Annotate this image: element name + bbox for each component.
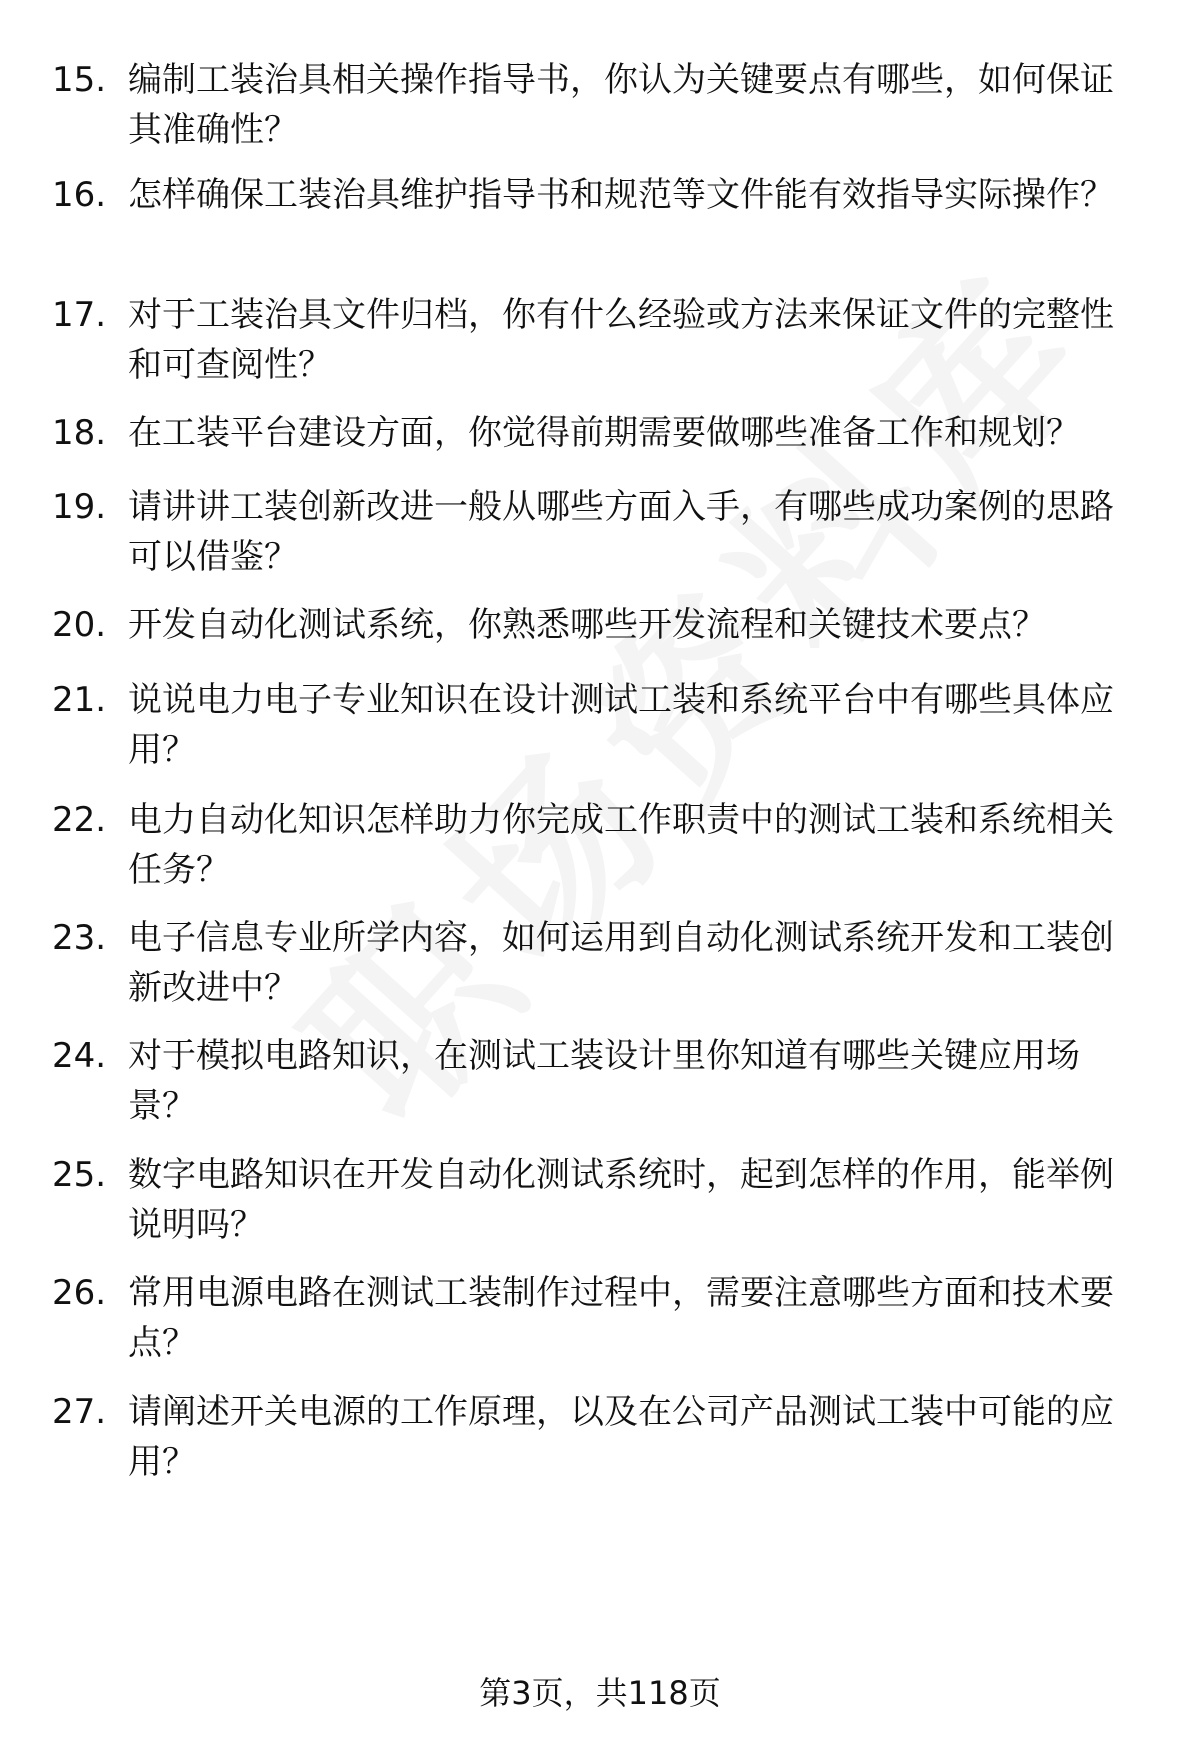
question-text: 怎样确保工装治具维护指导书和规范等文件能有效指导实际操作？: [128, 175, 1114, 215]
page-footer: 第3页，共118页: [479, 1674, 721, 1712]
question-number: 25.: [52, 1155, 107, 1195]
question-text: 编制工装治具相关操作指导书，你认为关键要点有哪些，如何保证其准确性？: [128, 60, 1114, 150]
question-number: 16.: [52, 175, 107, 215]
question-text: 电子信息专业所学内容，如何运用到自动化测试系统开发和工装创新改进中？: [128, 918, 1114, 1008]
question-text: 数字电路知识在开发自动化测试系统时，起到怎样的作用，能举例说明吗？: [128, 1155, 1114, 1245]
question-text: 开发自动化测试系统，你熟悉哪些开发流程和关键技术要点？: [128, 605, 1046, 645]
question-number: 15.: [52, 60, 107, 100]
question-number: 24.: [52, 1036, 107, 1076]
question-text: 电力自动化知识怎样助力你完成工作职责中的测试工装和系统相关任务？: [128, 800, 1114, 890]
question-text: 对于模拟电路知识，在测试工装设计里你知道有哪些关键应用场景？: [128, 1036, 1080, 1126]
question-number: 20.: [52, 605, 107, 645]
question-number: 21.: [52, 680, 107, 720]
question-number: 18.: [52, 413, 107, 453]
question-text: 请讲讲工装创新改进一般从哪些方面入手，有哪些成功案例的思路可以借鉴？: [128, 487, 1114, 577]
question-number: 26.: [52, 1273, 107, 1313]
question-text: 常用电源电路在测试工装制作过程中，需要注意哪些方面和技术要点？: [128, 1273, 1114, 1363]
question-number: 27.: [52, 1392, 107, 1432]
question-number: 19.: [52, 487, 107, 527]
question-number: 22.: [52, 800, 107, 840]
question-text: 对于工装治具文件归档，你有什么经验或方法来保证文件的完整性和可查阅性？: [128, 295, 1114, 385]
question-number: 23.: [52, 918, 107, 958]
question-text: 说说电力电子专业知识在设计测试工装和系统平台中有哪些具体应用？: [128, 680, 1114, 770]
question-text: 请阐述开关电源的工作原理，以及在公司产品测试工装中可能的应用？: [128, 1392, 1114, 1482]
question-number: 17.: [52, 295, 107, 335]
question-text: 在工装平台建设方面，你觉得前期需要做哪些准备工作和规划？: [128, 413, 1080, 453]
